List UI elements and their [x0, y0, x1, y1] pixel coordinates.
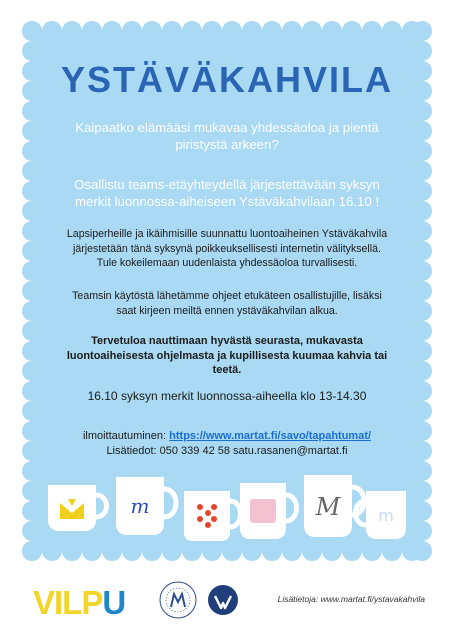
poster-title: YSTÄVÄKAHVILA [60, 59, 394, 100]
intro-line-2: piristystä arkeen? [175, 137, 279, 152]
anniversary-seal-icon [158, 580, 198, 620]
cup-blue-script-icon [116, 477, 176, 535]
welcome-text [28, 334, 426, 378]
organization-emblem-icon [207, 584, 239, 616]
instructions-line-2: saat kirjeen meiltä ennen ystäväkahvilan alkua. [116, 304, 338, 317]
svg-text:m: m [130, 494, 150, 518]
vilpu-logo-right: U [102, 584, 126, 621]
coffee-cups-illustration [22, 473, 432, 543]
footer-info-text: Lisätietoja: www.martat.fi/ystavakahvila [277, 594, 425, 604]
invite-text [32, 176, 422, 210]
description-line-3: Tule kokeilemaan uudenlaista yhdessäoloa turvallisesti. [96, 257, 358, 269]
invite-line-2: merkit luonnossa-aiheiseen Ystäväkahvilaan 16.10 ! [75, 194, 379, 209]
welcome-line-1: Tervetuloa nauttimaan hyvästä seurasta, mukavasta [91, 335, 363, 347]
registration-row [28, 429, 426, 444]
registration-link[interactable]: https://www.martat.fi/savo/tapahtumat/ [169, 430, 372, 442]
registration-label: ilmoittautuminen: [82, 430, 170, 442]
welcome-line-2: luontoaiheisesta ohjelmasta ja kupillisesta kuumaa kahvia tai [66, 349, 388, 362]
vilpu-logo-left: VILP [33, 584, 103, 621]
description-text [28, 227, 426, 271]
contact-info: Lisätiedot: 050 339 42 58 satu.rasanen@martat.fi [106, 445, 348, 457]
svg-text:m: m [378, 506, 394, 525]
poster-content [22, 21, 432, 561]
event-details: 16.10 syksyn merkit luonnossa-aiheella klo 13-14.30 [87, 389, 367, 403]
instructions-text [28, 289, 426, 318]
intro-line-1: Kaipaatko elämääsi mukavaa yhdessäoloa ja pientä [75, 120, 379, 135]
description-line-2: järjestetään tänä syksynä poikkeuksellisesti internetin välityksellä. [73, 242, 381, 255]
invite-line-1: Osallistu teams-etäyhteydellä järjestettävään syksyn [74, 177, 380, 192]
cup-pink-icon [240, 483, 297, 539]
intro-text [32, 119, 422, 153]
poster [22, 21, 432, 561]
cup-red-dots-icon [184, 491, 241, 541]
description-line-1: Lapsiperheille ja ikäihmisille suunnattu luontoaiheinen Ystäväkahvila [66, 228, 388, 240]
welcome-line-3: teetä. [212, 364, 242, 376]
instructions-line-1: Teamsin käytöstä lähetämme ohjeet etukäteen osallistujille, lisäksi [72, 290, 382, 302]
cup-yellow-icon [48, 485, 107, 531]
vilpu-logo [33, 586, 125, 620]
svg-text:M: M [315, 493, 341, 521]
